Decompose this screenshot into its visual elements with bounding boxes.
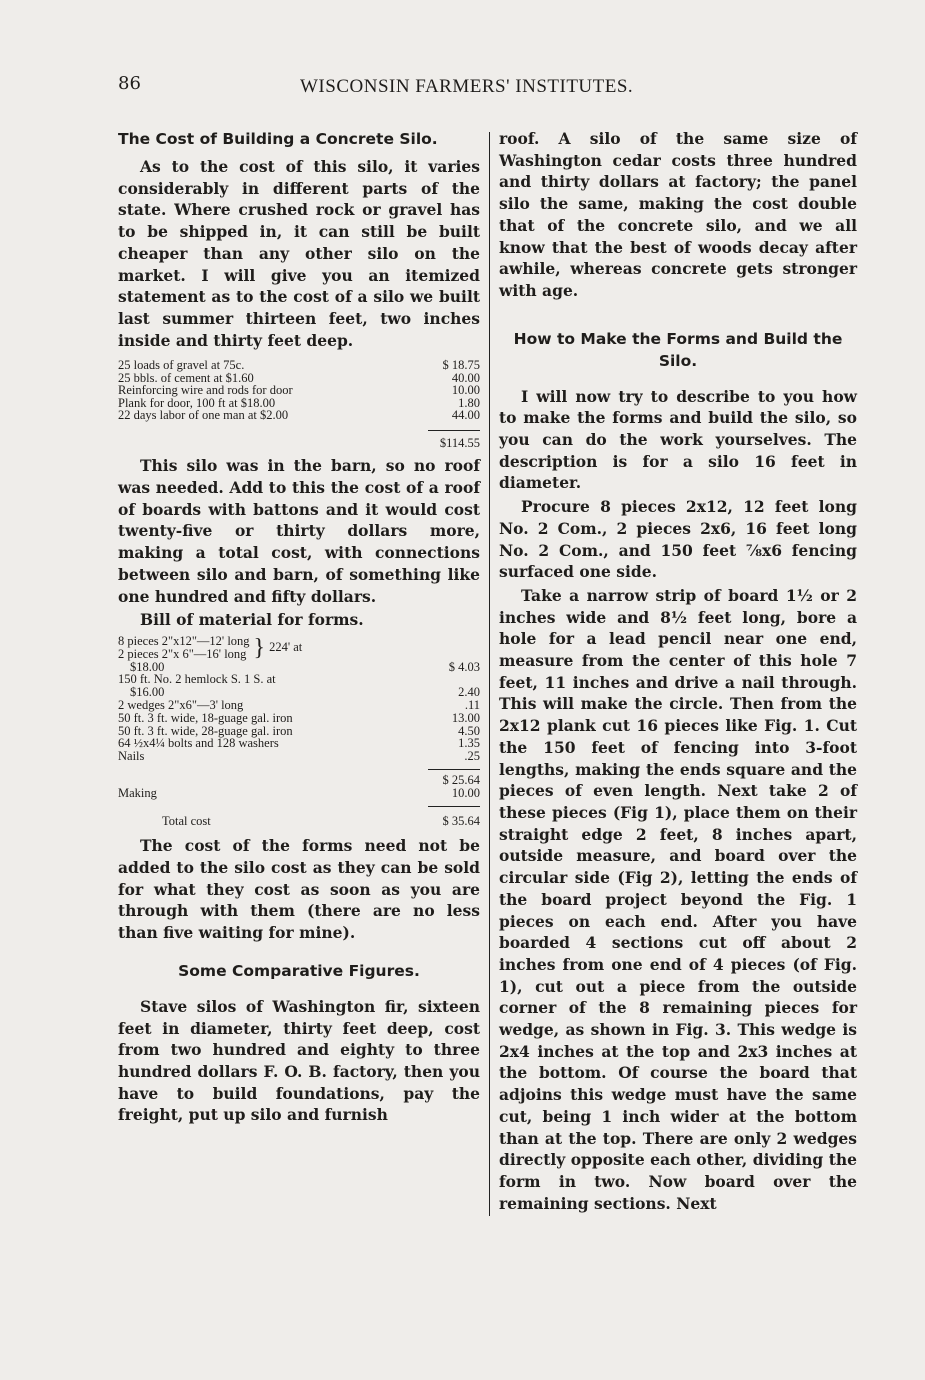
cost-item: 25 loads of gravel at 75c. xyxy=(118,358,245,373)
section-heading-forms: How to Make the Forms and Build the Silo. xyxy=(513,329,843,370)
bill-amount: $ 4.03 xyxy=(448,659,480,674)
bill-row xyxy=(118,699,480,712)
bill-item: 2 wedges 2"x6"—3' long xyxy=(118,697,244,712)
paragraph: The cost of the forms need not be added to the silo cost as they can be sold for what they cost as soon as you are through with them (there are no less than five waiting for mine). xyxy=(118,836,480,943)
bill-amount: 2.40 xyxy=(458,685,480,700)
bill-item: 2 pieces 2"x 6"—16' long xyxy=(118,646,247,661)
bill-item: Nails xyxy=(118,749,145,764)
bill-amount: 4.50 xyxy=(458,723,480,738)
cost-amount: 44.00 xyxy=(451,408,480,423)
bill-item: $18.00 xyxy=(130,659,165,674)
braced-items xyxy=(118,635,480,661)
paragraph: Take a narrow strip of board 1½ or 2 inches wide and 8½ feet long, bore a hole for a lead pencil near one end, measure from the center of this hole 7 feet, 11 inches and drive a nail through. This will make the circle. Then from the 2x12 plank cut 16 pieces like Fig. 1. Cut the 150 feet of fencing into 3-foot lengths, making the ends square and the pieces of even length. Next take 2 of these pieces (Fig 1), place them on their straight edge 2 feet, 8 inches apart, outside measure, and board over the circular side (Fig 2), letting the ends of the board project beyond the Fig. 1 pieces on each end. After you have boarded 4 sections cut off about 2 inches from one end of 4 pieces (of Fig. 1), cut out a piece from the outside corner of the 8 remaining pieces for wedge, as shown in Fig. 3. This wedge is 2x4 inches at the top and 2x3 inches at the bottom. Of course the board that adjoins this wedge must have the same cut, being 1 inch wider at the bottom than at the top. There are only 2 wedges directly opposite each other, dividing the form in two. Now board over the remaining sections. Next xyxy=(499,585,857,1213)
total-row xyxy=(118,815,480,828)
cost-amount: $ 18.75 xyxy=(442,358,480,373)
bill-item: 64 ½x4¼ bolts and 128 washers xyxy=(118,736,279,751)
divider-line xyxy=(428,806,480,807)
paragraph: Procure 8 pieces 2x12, 12 feet long No. 2 Com., 2 pieces 2x6, 16 feet long No. 2 Com., and 150 feet ⅞x6 fencing surfaced one side. xyxy=(499,497,857,582)
bill-row xyxy=(118,750,480,763)
paragraph: As to the cost of this silo, it varies considerably in different parts of the state. Where crushed rock or gravel has to be shipped in, it can still be built cheaper than any other silo on the market. I will give you an itemized statement as to the cost of a silo we built last summer thirteen feet, two inches inside and thirty feet deep. xyxy=(118,157,480,350)
page-number: 86 xyxy=(118,73,141,94)
bill-item: $16.00 xyxy=(130,685,165,700)
cost-amount: 40.00 xyxy=(451,370,480,385)
brace-mark: } xyxy=(253,634,266,661)
right-column xyxy=(499,128,857,1214)
bill-item: 50 ft. 3 ft. wide, 18-guage gal. iron xyxy=(118,710,293,725)
running-title: WISCONSIN FARMERS' INSTITUTES. xyxy=(300,76,634,97)
bill-amount: .11 xyxy=(464,697,480,712)
bill-amount: 13.00 xyxy=(451,710,480,725)
paragraph: roof. A silo of the same size of Washington cedar costs three hundred and thirty dollars at factory; the panel silo the same, making the cost double that of the concrete silo, and we all know that the best of woods decay after awhile, whereas concrete gets stronger with age. xyxy=(499,129,857,300)
total-label: Total cost xyxy=(162,813,211,828)
cost-amount: 10.00 xyxy=(451,383,480,398)
paragraph: I will now try to describe to you how to make the forms and build the silo, so you can do the work yourselves. The description is for a silo 16 feet in diameter. xyxy=(499,386,857,493)
cost-item: Plank for door, 100 ft at $18.00 xyxy=(118,395,276,410)
paragraph: This silo was in the barn, so no roof was needed. Add to this the cost of a roof of boards with battons and it would cost twenty-five or thirty dollars more, making a total cost, with connections between silo and barn, of something like one hundred and fifty dollars. xyxy=(118,456,480,606)
cost-row xyxy=(118,384,480,397)
left-column xyxy=(118,128,480,1126)
bill-amount: 1.35 xyxy=(458,736,480,751)
making-label: Making xyxy=(118,785,157,800)
bill-item: 8 pieces 2"x12"—12' long xyxy=(118,633,250,648)
cost-row xyxy=(118,409,480,422)
cost-statement xyxy=(118,359,480,449)
bill-of-materials xyxy=(118,635,480,827)
cost-amount: 1.80 xyxy=(458,395,480,410)
bill-amount: .25 xyxy=(464,749,480,764)
bill-row xyxy=(118,712,480,725)
total-amount: $ 35.64 xyxy=(442,813,480,828)
bill-title: Bill of material for forms. xyxy=(140,610,364,630)
column-rule xyxy=(489,132,490,1216)
bill-row xyxy=(118,787,480,800)
cost-item: 25 bbls. of cement at $1.60 xyxy=(118,370,254,385)
bill-subtotal: $ 25.64 xyxy=(428,769,480,787)
cost-item: Reinforcing wire and rods for door xyxy=(118,383,293,398)
cost-row xyxy=(118,359,480,372)
section-heading-cost: The Cost of Building a Concrete Silo. xyxy=(118,130,438,148)
bill-item: 50 ft. 3 ft. wide, 28-guage gal. iron xyxy=(118,723,293,738)
making-amount: 10.00 xyxy=(451,785,480,800)
bill-item: 150 ft. No. 2 hemlock S. 1 S. at xyxy=(118,672,276,687)
section-heading-comparative: Some Comparative Figures. xyxy=(178,961,420,980)
bill-row xyxy=(118,737,480,750)
cost-total: $114.55 xyxy=(428,430,480,450)
paragraph: Stave silos of Washington fir, sixteen feet in diameter, thirty feet deep, cost from two hundred and eighty to three hundred dollars F. O. B. factory, then you have to build foundations, pay the freight, put up silo and furnish xyxy=(118,996,480,1125)
cost-item: 22 days labor of one man at $2.00 xyxy=(118,408,289,423)
bill-item: 224' at xyxy=(269,640,303,655)
